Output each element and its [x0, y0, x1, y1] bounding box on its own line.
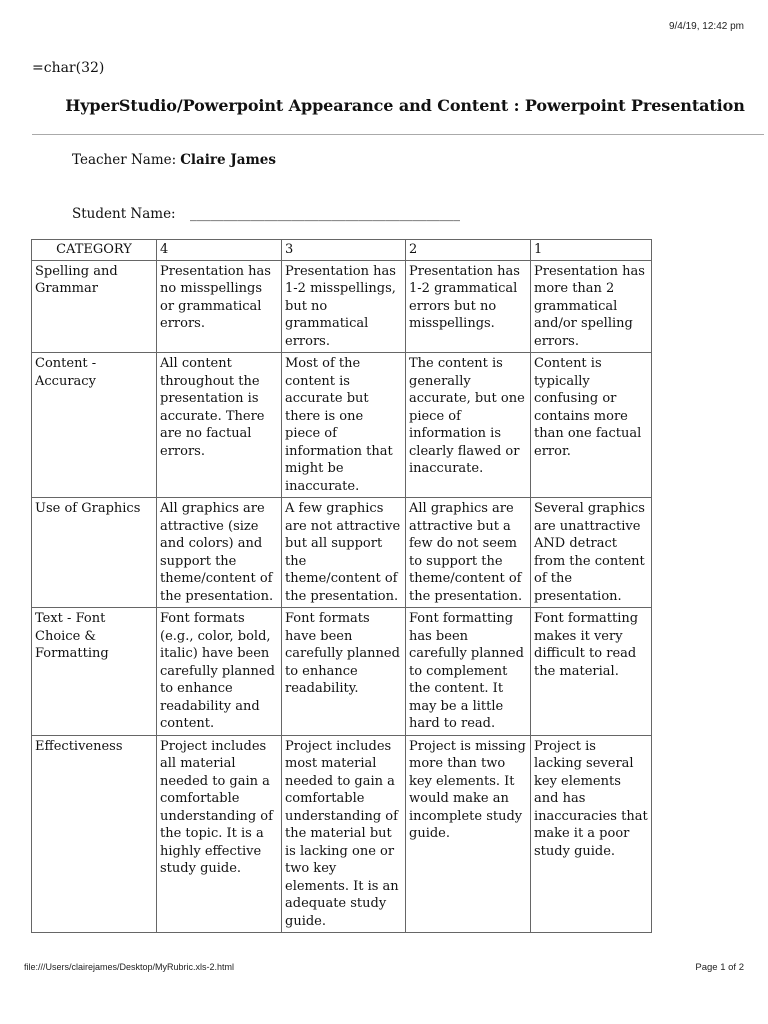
header-score-1: 1 — [531, 240, 652, 261]
formula-text: =char(32) — [32, 60, 105, 76]
score-4-cell: All graphics are attractive (size and colors) and support the theme/content of the presentation. — [157, 498, 282, 608]
table-row — [32, 260, 652, 353]
category-cell: Text - Font Choice & Formatting — [32, 608, 157, 736]
category-cell: Use of Graphics — [32, 498, 157, 608]
score-1-cell: Font formatting makes it very difficult to read the material. — [531, 608, 652, 736]
score-3-cell: A few graphics are not attractive but all support the theme/content of the presentation. — [282, 498, 406, 608]
rubric-table — [31, 239, 652, 933]
score-1-cell: Presentation has more than 2 grammatical and/or spelling errors. — [531, 260, 652, 353]
score-3-cell: Presentation has 1-2 misspellings, but no grammatical errors. — [282, 260, 406, 353]
table-row — [32, 353, 652, 498]
title-divider — [32, 134, 764, 135]
student-name-blank: ________________________________________ — [190, 206, 460, 222]
print-datetime: 9/4/19, 12:42 pm — [668, 21, 744, 32]
table-row — [32, 735, 652, 933]
header-category: CATEGORY — [32, 240, 157, 261]
table-row — [32, 608, 652, 736]
score-2-cell: Presentation has 1-2 grammatical errors but no misspellings. — [406, 260, 531, 353]
score-4-cell: All content throughout the presentation is accurate. There are no factual errors. — [157, 353, 282, 498]
teacher-name-value: Claire James — [180, 152, 276, 168]
score-1-cell: Content is typically confusing or contains more than one factual error. — [531, 353, 652, 498]
score-2-cell: All graphics are attractive but a few do not seem to support the theme/content of the presentation. — [406, 498, 531, 608]
header-score-4: 4 — [157, 240, 282, 261]
student-name-line — [72, 206, 460, 222]
footer-file-path: file:///Users/clairejames/Desktop/MyRubric.xls-2.html — [24, 962, 235, 972]
header-score-2: 2 — [406, 240, 531, 261]
page-title: HyperStudio/Powerpoint Appearance and Content : Powerpoint Presentation — [65, 96, 745, 115]
score-2-cell: The content is generally accurate, but one piece of information is clearly flawed or inaccurate. — [406, 353, 531, 498]
score-4-cell: Font formats (e.g., color, bold, italic) have been carefully planned to enhance readability and content. — [157, 608, 282, 736]
category-cell: Spelling and Grammar — [32, 260, 157, 353]
score-2-cell: Font formatting has been carefully planned to complement the content. It may be a little hard to read. — [406, 608, 531, 736]
teacher-name-label: Teacher Name: — [72, 152, 177, 168]
score-1-cell: Several graphics are unattractive AND detract from the content of the presentation. — [531, 498, 652, 608]
score-3-cell: Most of the content is accurate but there is one piece of information that might be inaccurate. — [282, 353, 406, 498]
score-4-cell: Presentation has no misspellings or grammatical errors. — [157, 260, 282, 353]
score-3-cell: Font formats have been carefully planned to enhance readability. — [282, 608, 406, 736]
teacher-name-line — [72, 152, 276, 168]
header-score-3: 3 — [282, 240, 406, 261]
footer-page-indicator: Page 1 of 2 — [695, 962, 744, 973]
student-name-label: Student Name: — [72, 206, 176, 222]
rubric-header-row — [32, 240, 652, 261]
score-3-cell: Project includes most material needed to gain a comfortable understanding of the material but is lacking one or two key elements. It is an adequate study guide. — [282, 735, 406, 933]
score-4-cell: Project includes all material needed to gain a comfortable understanding of the topic. It is a highly effective study guide. — [157, 735, 282, 933]
score-2-cell: Project is missing more than two key elements. It would make an incomplete study guide. — [406, 735, 531, 933]
table-row — [32, 498, 652, 608]
category-cell: Effectiveness — [32, 735, 157, 933]
category-cell: Content - Accuracy — [32, 353, 157, 498]
score-1-cell: Project is lacking several key elements and has inaccuracies that make it a poor study guide. — [531, 735, 652, 933]
